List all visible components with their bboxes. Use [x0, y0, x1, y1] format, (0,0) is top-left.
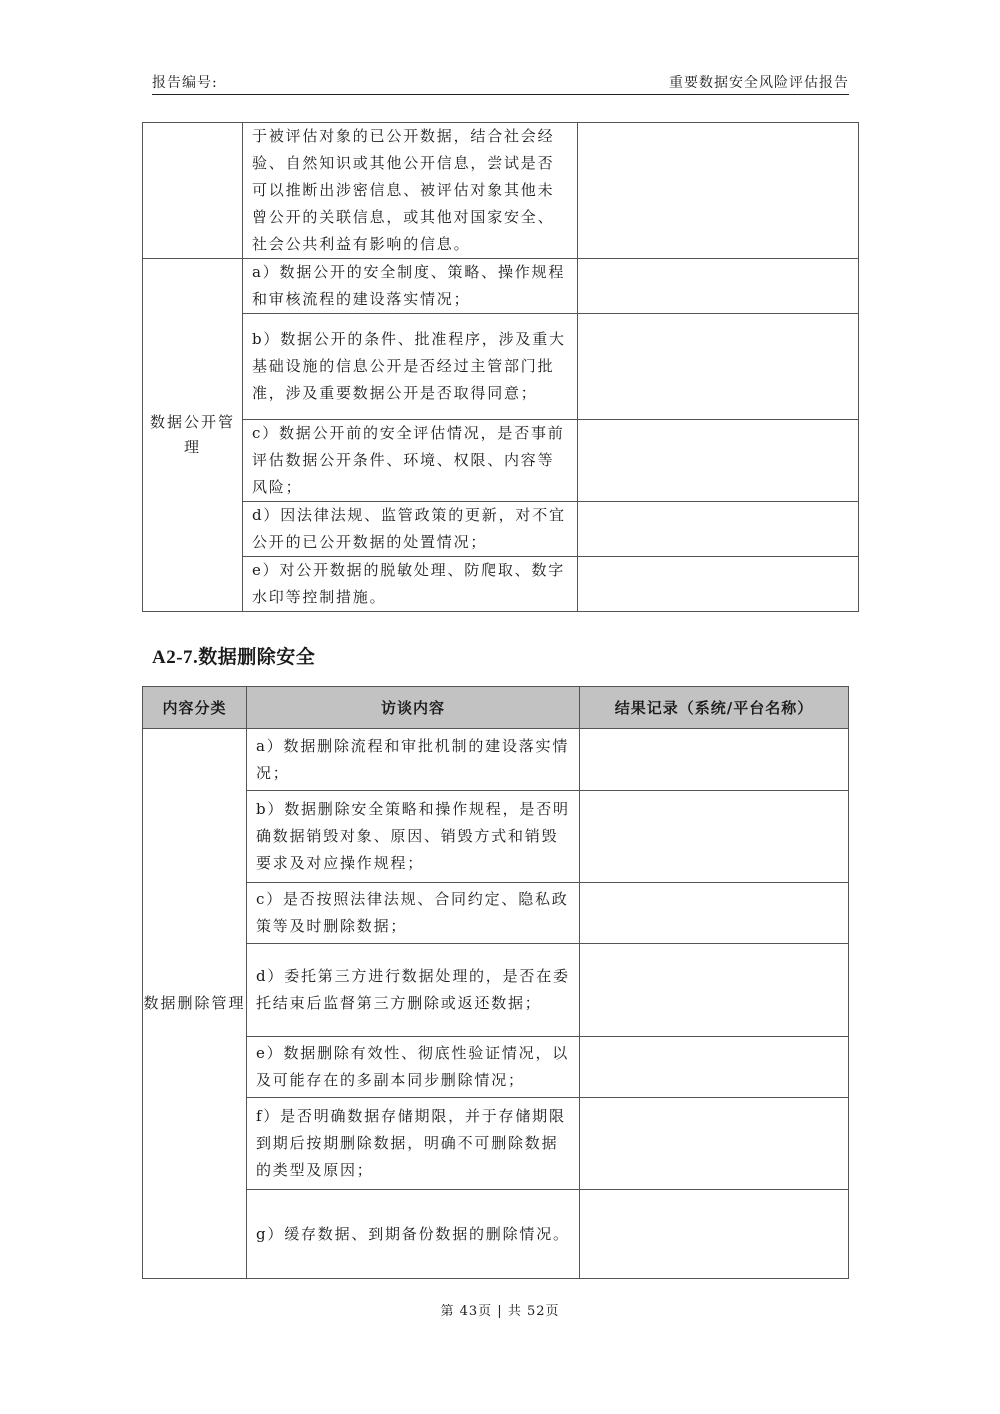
table-row [143, 883, 849, 944]
result-record-cell[interactable] [580, 1098, 849, 1190]
section-title: A2-7.数据删除安全 [152, 647, 316, 668]
header-divider [152, 94, 849, 95]
table-row [143, 259, 859, 314]
report-number-label: 报告编号: [152, 75, 218, 91]
table-header-row [143, 687, 849, 729]
interview-content-cell: 于被评估对象的已公开数据，结合社会经验、自然知识或其他公开信息，尝试是否可以推断出涉密信息、被评估对象其他未曾公开的关联信息，或其他对国家安全、社会公共利益有影响的信息。 [243, 123, 578, 259]
interview-content-cell: b）数据删除安全策略和操作规程，是否明确数据销毁对象、原因、销毁方式和销毁要求及对应操作规程； [247, 791, 580, 883]
category-cell-empty [143, 123, 243, 259]
column-header-interview: 访谈内容 [247, 687, 580, 729]
result-record-cell[interactable] [578, 314, 859, 420]
interview-content-cell: a）数据删除流程和审批机制的建设落实情况； [247, 729, 580, 791]
interview-content-cell: f）是否明确数据存储期限，并于存储期限到期后按期删除数据，明确不可删除数据的类型及原因； [247, 1098, 580, 1190]
table-row [143, 1190, 849, 1279]
interview-content-cell: c）数据公开前的安全评估情况，是否事前评估数据公开条件、环境、权限、内容等风险； [243, 420, 578, 502]
data-deletion-table [142, 686, 849, 1279]
result-record-cell[interactable] [580, 1037, 849, 1098]
column-header-category: 内容分类 [143, 687, 247, 729]
table-row [143, 729, 849, 791]
result-record-cell[interactable] [580, 883, 849, 944]
result-record-cell[interactable] [578, 123, 859, 259]
table-row [143, 1098, 849, 1190]
result-record-cell[interactable] [580, 944, 849, 1037]
table-row [143, 502, 859, 557]
interview-content-cell: e）数据删除有效性、彻底性验证情况，以及可能存在的多副本同步删除情况； [247, 1037, 580, 1098]
interview-content-cell: d）因法律法规、监管政策的更新，对不宜公开的已公开数据的处置情况； [243, 502, 578, 557]
table-row [143, 557, 859, 612]
category-cell: 数据删除管理 [143, 729, 247, 1279]
table-row [143, 314, 859, 420]
data-disclosure-table [142, 122, 859, 612]
report-title: 重要数据安全风险评估报告 [669, 75, 849, 91]
result-record-cell[interactable] [578, 557, 859, 612]
table-row [143, 944, 849, 1037]
result-record-cell[interactable] [578, 502, 859, 557]
table-row [143, 1037, 849, 1098]
table-row [143, 420, 859, 502]
result-record-cell[interactable] [580, 1190, 849, 1279]
interview-content-cell: c）是否按照法律法规、合同约定、隐私政策等及时删除数据； [247, 883, 580, 944]
result-record-cell[interactable] [578, 259, 859, 314]
result-record-cell[interactable] [580, 729, 849, 791]
result-record-cell[interactable] [578, 420, 859, 502]
column-header-result: 结果记录（系统/平台名称） [580, 687, 849, 729]
table-row [143, 123, 859, 259]
page-footer: 第 43页 | 共 52页 [440, 1304, 560, 1319]
interview-content-cell: d）委托第三方进行数据处理的，是否在委托结束后监督第三方删除或返还数据； [247, 944, 580, 1037]
interview-content-cell: g）缓存数据、到期备份数据的删除情况。 [247, 1190, 580, 1279]
interview-content-cell: b）数据公开的条件、批准程序，涉及重大基础设施的信息公开是否经过主管部门批准，涉及重要数据公开是否取得同意； [243, 314, 578, 420]
table-row [143, 791, 849, 883]
category-cell: 数据公开管理 [143, 259, 243, 612]
interview-content-cell: a）数据公开的安全制度、策略、操作规程和审核流程的建设落实情况； [243, 259, 578, 314]
interview-content-cell: e）对公开数据的脱敏处理、防爬取、数字水印等控制措施。 [243, 557, 578, 612]
result-record-cell[interactable] [580, 791, 849, 883]
page-header [152, 72, 849, 94]
